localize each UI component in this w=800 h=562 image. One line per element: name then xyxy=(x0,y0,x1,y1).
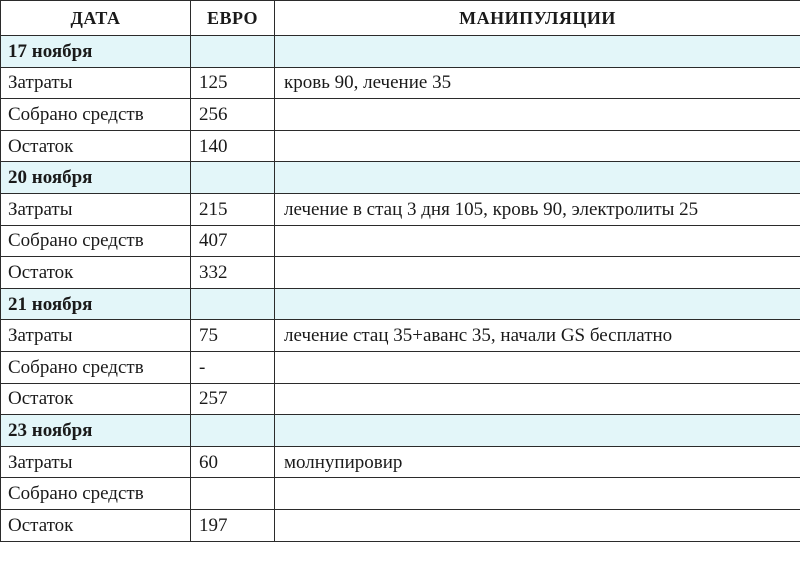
row-euro: - xyxy=(191,351,275,383)
table-row xyxy=(1,99,800,131)
date-note-cell xyxy=(275,36,800,68)
row-note: молнупировир xyxy=(275,446,800,478)
row-label: Затраты xyxy=(1,193,191,225)
row-label: Остаток xyxy=(1,509,191,541)
row-euro xyxy=(191,478,275,510)
row-note xyxy=(275,225,800,257)
table-row xyxy=(1,257,800,289)
date-cell: 17 ноября xyxy=(1,36,191,68)
date-cell: 20 ноября xyxy=(1,162,191,194)
row-label: Остаток xyxy=(1,130,191,162)
date-note-cell xyxy=(275,415,800,447)
row-euro: 257 xyxy=(191,383,275,415)
row-euro: 197 xyxy=(191,509,275,541)
date-cell: 21 ноября xyxy=(1,288,191,320)
row-note xyxy=(275,99,800,131)
row-note xyxy=(275,257,800,289)
row-label: Остаток xyxy=(1,257,191,289)
date-row xyxy=(1,162,800,194)
row-euro: 215 xyxy=(191,193,275,225)
header-euro: ЕВРО xyxy=(191,1,275,36)
row-label: Затраты xyxy=(1,320,191,352)
row-note xyxy=(275,383,800,415)
row-note: лечение в стац 3 дня 105, кровь 90, электролиты 25 xyxy=(275,193,800,225)
row-note: лечение стац 35+аванс 35, начали GS бесплатно xyxy=(275,320,800,352)
row-label: Собрано средств xyxy=(1,99,191,131)
header-row xyxy=(1,1,800,36)
row-note xyxy=(275,478,800,510)
header-date: ДАТА xyxy=(1,1,191,36)
table-row xyxy=(1,478,800,510)
row-label: Собрано средств xyxy=(1,351,191,383)
row-label: Собрано средств xyxy=(1,225,191,257)
row-note: кровь 90, лечение 35 xyxy=(275,67,800,99)
table-row xyxy=(1,225,800,257)
table-row xyxy=(1,67,800,99)
header-manipulations: МАНИПУЛЯЦИИ xyxy=(275,1,800,36)
row-label: Затраты xyxy=(1,67,191,99)
date-row xyxy=(1,288,800,320)
row-note xyxy=(275,509,800,541)
table-row xyxy=(1,320,800,352)
row-euro: 140 xyxy=(191,130,275,162)
row-euro: 407 xyxy=(191,225,275,257)
row-euro: 125 xyxy=(191,67,275,99)
date-note-cell xyxy=(275,162,800,194)
date-row xyxy=(1,415,800,447)
row-note xyxy=(275,351,800,383)
date-row xyxy=(1,36,800,68)
table-row xyxy=(1,446,800,478)
row-euro: 60 xyxy=(191,446,275,478)
row-euro: 332 xyxy=(191,257,275,289)
row-euro: 256 xyxy=(191,99,275,131)
table-row xyxy=(1,351,800,383)
row-note xyxy=(275,130,800,162)
row-label: Остаток xyxy=(1,383,191,415)
date-euro-cell xyxy=(191,288,275,320)
date-euro-cell xyxy=(191,36,275,68)
row-label: Затраты xyxy=(1,446,191,478)
row-euro: 75 xyxy=(191,320,275,352)
table-row xyxy=(1,383,800,415)
date-note-cell xyxy=(275,288,800,320)
date-euro-cell xyxy=(191,162,275,194)
date-euro-cell xyxy=(191,415,275,447)
table-row xyxy=(1,193,800,225)
table-row xyxy=(1,130,800,162)
table-row xyxy=(1,509,800,541)
date-cell: 23 ноября xyxy=(1,415,191,447)
row-label: Собрано средств xyxy=(1,478,191,510)
